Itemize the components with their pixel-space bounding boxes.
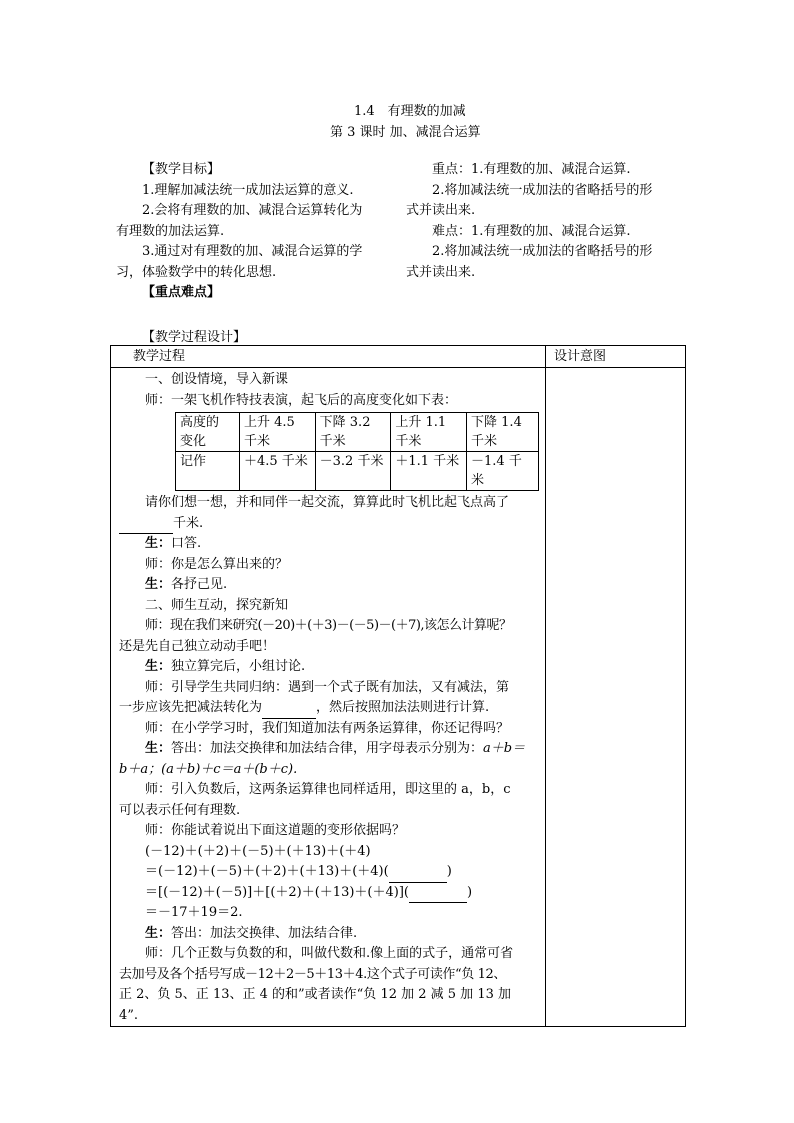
equation-line-4: ＝－17＋19＝2. bbox=[145, 905, 243, 920]
line-9: 生：独立算完后，小组讨论. bbox=[145, 659, 306, 674]
goal-3a: 3.通过对有理数的加、减混合运算的学 bbox=[142, 244, 363, 259]
header-intent: 设计意图 bbox=[554, 349, 607, 364]
process-heading: 【教学过程设计】 bbox=[142, 330, 247, 345]
line-2: 师：一架飞机作特技表演，起飞后的高度变化如下表： bbox=[145, 392, 458, 408]
altitude-cell-3 bbox=[391, 413, 467, 452]
line-20d: 4”. bbox=[119, 1007, 139, 1023]
answer-blank-3 bbox=[389, 868, 447, 883]
answer-blank-4 bbox=[409, 888, 467, 903]
altitude-1: 上升 4.5 千米 bbox=[243, 415, 295, 449]
line-13b: 可以表示任何有理数. bbox=[119, 802, 241, 818]
line-3a: 请你们想一想，并和同伴一起交流，算算此时飞机比起飞点高了 bbox=[145, 495, 510, 510]
goal-1: 1.理解加减法统一成加法运算的意义. bbox=[142, 182, 354, 198]
section-1-heading: 一、创设情境，导入新课 bbox=[145, 372, 289, 387]
line-5: 师：你是怎么算出来的？ bbox=[145, 556, 289, 572]
record-2: －3.2 千米 bbox=[319, 454, 384, 469]
key-point-2a: 2.将加减法统一成加法的省略括号的形 bbox=[432, 182, 653, 198]
process-cell bbox=[111, 368, 546, 1027]
altitude-4: 下降 1.4 千米 bbox=[471, 415, 522, 449]
record-header-cell bbox=[176, 452, 240, 491]
line-14: 师：你能试着说出下面这道题的变形依据吗？ bbox=[145, 823, 406, 838]
lesson-title: 1.4 有理数的加减 bbox=[354, 104, 466, 119]
lesson-process-table bbox=[110, 345, 686, 1027]
record-cell-2 bbox=[315, 452, 391, 491]
difficulty-2a: 2.将加减法统一成加法的省略括号的形 bbox=[432, 244, 653, 259]
header-process: 教学过程 bbox=[133, 349, 186, 364]
line-10b: 一步应该先把减法转化为 ，然后按照加法法则进行计算. bbox=[119, 698, 539, 719]
line-11: 师：在小学学习时，我们知道加法有两条运算律，你还记得吗？ bbox=[145, 720, 510, 736]
altitude-cell-1 bbox=[239, 413, 315, 452]
equation-line-3: ＝[(－12)＋(－5)]＋[(＋2)＋(＋13)＋(＋4)]( ) bbox=[119, 883, 539, 904]
intent-cell bbox=[546, 368, 686, 1027]
record-cell-3 bbox=[391, 452, 467, 491]
line-6: 生：各抒己见. bbox=[145, 577, 228, 592]
answer-blank-1 bbox=[119, 519, 173, 534]
goals-heading: 【教学目标】 bbox=[142, 162, 221, 177]
altitude-table bbox=[175, 412, 539, 491]
equation-line-2: ＝(－12)＋(－5)＋(＋2)＋(＋13)＋(＋4)( ) bbox=[119, 862, 539, 883]
goal-3b: 习，体验数学中的转化思想. bbox=[116, 264, 277, 280]
header-intent-cell bbox=[546, 346, 686, 368]
difficulty-2b: 式并读出来. bbox=[406, 264, 476, 280]
altitude-header: 高度的 变化 bbox=[180, 415, 220, 449]
line-20b: 去加号及各个括号写成－12＋2－5＋13＋4.这个式子可读作“负 12、 bbox=[119, 966, 506, 982]
key-difficulty-heading: 【重点难点】 bbox=[142, 285, 221, 300]
record-4: －1.4 千米 bbox=[471, 454, 522, 488]
line-19: 生：答出：加法交换律、加法结合律. bbox=[145, 925, 358, 941]
altitude-header-cell bbox=[176, 413, 240, 452]
line-4: 生：口答. bbox=[145, 536, 202, 551]
process-content bbox=[111, 368, 545, 1026]
lesson-subtitle: 第 3 课时 加、减混合运算 bbox=[330, 125, 481, 140]
line-13a: 师：引入负数后，这两条运算律也同样适用，即这里的 a，b，c bbox=[145, 782, 511, 797]
line-12a: 生：答出：加法交换律和加法结合律，用字母表示分别为：a＋b＝ bbox=[145, 741, 526, 756]
record-cell-4 bbox=[467, 452, 539, 491]
altitude-cell-2 bbox=[315, 413, 391, 452]
goal-2a: 2.会将有理数的加、减混合运算转化为 bbox=[142, 203, 363, 218]
goal-2b: 有理数的加法运算. bbox=[116, 223, 225, 239]
answer-blank-2 bbox=[262, 704, 316, 719]
line-20c: 正 2、负 5、正 13、正 4 的和”或者读作“负 12 加 2 减 5 加 13 加 bbox=[119, 987, 511, 1002]
line-3b: 千米. bbox=[119, 514, 539, 535]
record-1: ＋4.5 千米 bbox=[243, 454, 308, 469]
equation-line-1: (－12)＋(＋2)＋(－5)＋(＋13)＋(＋4) bbox=[145, 843, 371, 859]
record-cell-1 bbox=[239, 452, 315, 491]
line-8b: 还是先自己独立动动手吧！ bbox=[119, 638, 276, 654]
header-process-cell bbox=[111, 346, 546, 368]
altitude-2: 下降 3.2 千米 bbox=[319, 415, 371, 449]
record-3: ＋1.1 千米 bbox=[395, 454, 460, 469]
line-10a: 师：引导学生共同归纳：遇到一个式子既有加法，又有减法，第 bbox=[145, 679, 510, 695]
altitude-3: 上升 1.1 千米 bbox=[395, 415, 447, 449]
line-8a: 师：现在我们来研究(－20)＋(＋3)－(－5)－(＋7),该怎么计算呢？ bbox=[145, 618, 512, 633]
key-points-column bbox=[406, 160, 686, 283]
record-header: 记作 bbox=[180, 454, 207, 469]
line-20a: 师：几个正数与负数的和，叫做代数和.像上面的式子，通常可省 bbox=[145, 946, 514, 961]
key-point-1: 重点：1.有理数的加、减混合运算. bbox=[432, 162, 631, 177]
section-2-heading: 二、师生互动，探究新知 bbox=[145, 597, 289, 613]
line-12c: b＋a；(a＋b)＋c＝a＋(b＋c). bbox=[119, 761, 298, 777]
difficulty-1: 难点：1.有理数的加、减混合运算. bbox=[432, 223, 631, 239]
key-point-2b: 式并读出来. bbox=[406, 203, 476, 218]
altitude-cell-4 bbox=[467, 413, 539, 452]
goals-column bbox=[116, 160, 396, 304]
